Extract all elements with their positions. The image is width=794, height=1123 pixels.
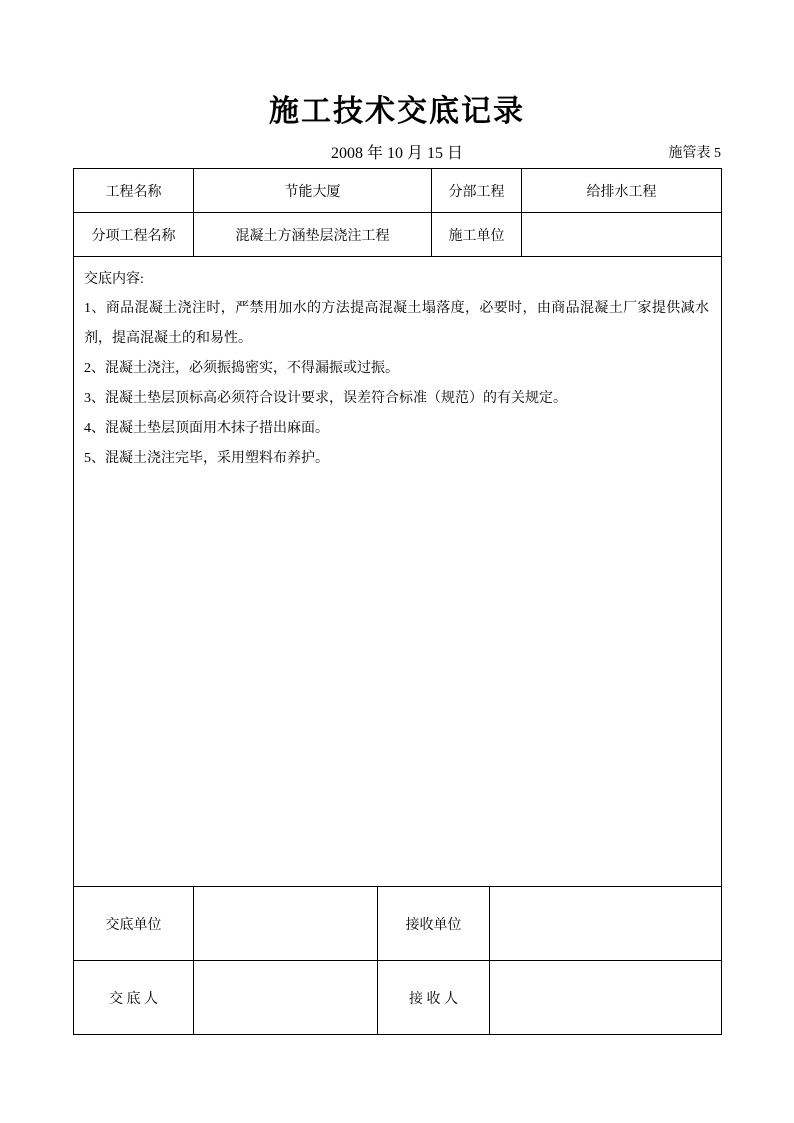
- discloser-label: 交 底 人: [74, 961, 194, 1035]
- table-row: [74, 257, 722, 887]
- table-row: [74, 213, 722, 257]
- subitem-name-label: 分项工程名称: [74, 213, 194, 257]
- header-table: [73, 168, 722, 257]
- content-item-2: 2、混凝土浇注，必须振捣密实，不得漏振或过振。: [84, 360, 399, 376]
- content-heading: 交底内容:: [84, 272, 144, 287]
- table-row: [74, 169, 722, 213]
- construction-unit-label: 施工单位: [432, 213, 522, 257]
- division-work-value: 给排水工程: [522, 169, 722, 213]
- receiver-value: [490, 961, 722, 1035]
- content-item-4: 4、混凝土垫层顶面用木抹子措出麻面。: [84, 420, 329, 436]
- document-date: 2008 年 10 月 15 日: [330, 145, 463, 162]
- discloser-value: [194, 961, 378, 1035]
- subitem-name-value: 混凝土方涵垫层浇注工程: [194, 213, 432, 257]
- content-item-3: 3、混凝土垫层顶标高必须符合设计要求，误差符合标准（规范）的有关规定。: [84, 390, 567, 406]
- project-name-label: 工程名称: [74, 169, 194, 213]
- content-item-1: 1、商品混凝土浇注时，严禁用加水的方法提高混凝土塌落度，必要时，由商品混凝土厂家提供减水剂，提高混凝土的和易性。: [84, 300, 709, 346]
- content-table: [73, 256, 722, 887]
- receiver-label: 接 收 人: [378, 961, 490, 1035]
- disclosing-unit-value: [194, 887, 378, 961]
- content-item-5: 5、混凝土浇注完毕，采用塑料布养护。: [84, 451, 329, 467]
- receiving-unit-label: 接收单位: [378, 887, 490, 961]
- form-table: [73, 168, 721, 1035]
- construction-unit-value: [522, 213, 722, 257]
- disclosing-unit-label: 交底单位: [74, 887, 194, 961]
- signature-table: [73, 886, 722, 1035]
- receiving-unit-value: [490, 887, 722, 961]
- division-work-label: 分部工程: [432, 169, 522, 213]
- page-title: 施工技术交底记录: [269, 95, 525, 128]
- disclosure-content-cell: [74, 257, 722, 887]
- project-name-value: 节能大厦: [194, 169, 432, 213]
- table-row: [74, 887, 722, 961]
- subheader: [73, 140, 721, 162]
- form-number: 施管表 5: [668, 146, 721, 161]
- table-row: [74, 961, 722, 1035]
